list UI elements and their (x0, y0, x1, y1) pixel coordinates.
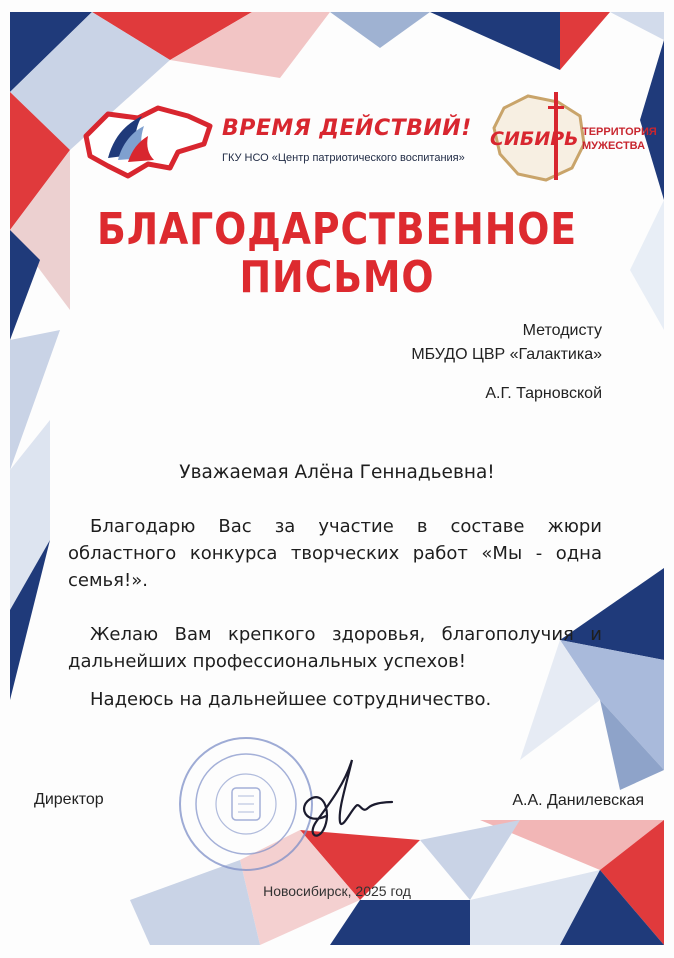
director-name: А.А. Данилевская (512, 792, 644, 809)
addressee-organization: МБУДО ЦВР «Галактика» (411, 346, 602, 363)
greeting: Уважаемая Алёна Геннадьевна! (179, 462, 495, 483)
siberia-logo-tagline-2: МУЖЕСТВА (582, 140, 646, 152)
siberia-logo-word: СИБИРЬ (490, 128, 579, 150)
brand-title: ВРЕМЯ ДЕЙСТВИЙ! (222, 116, 472, 141)
addressee-name: А.Г. Тарновской (485, 385, 602, 402)
body-paragraph-3: Надеюсь на дальнейшее сотрудничество. (90, 689, 492, 710)
body-paragraph-1: Благодарю Вас за участие в составе жюри областного конкурса творческих работ «Мы - одна семья!». (68, 516, 602, 591)
siberia-logo-tagline-1: ТЕРРИТОРИЯ (582, 126, 657, 138)
city-and-year: Новосибирск, 2025 год (263, 883, 411, 899)
brand-subtitle: ГКУ НСО «Центр патриотического воспитания» (222, 152, 465, 164)
addressee-position: Методисту (522, 322, 602, 339)
region-map-logo (78, 96, 218, 186)
body-paragraph-2: Желаю Вам крепкого здоровья, благополучия и дальнейших профессиональных успехов! (68, 624, 602, 672)
handwritten-signature (286, 756, 396, 846)
director-label: Директор (34, 791, 104, 808)
document-title-line-1: БЛАГОДАРСТВЕННОЕ (97, 204, 577, 255)
document-title-line-2: ПИСЬМО (239, 252, 435, 303)
